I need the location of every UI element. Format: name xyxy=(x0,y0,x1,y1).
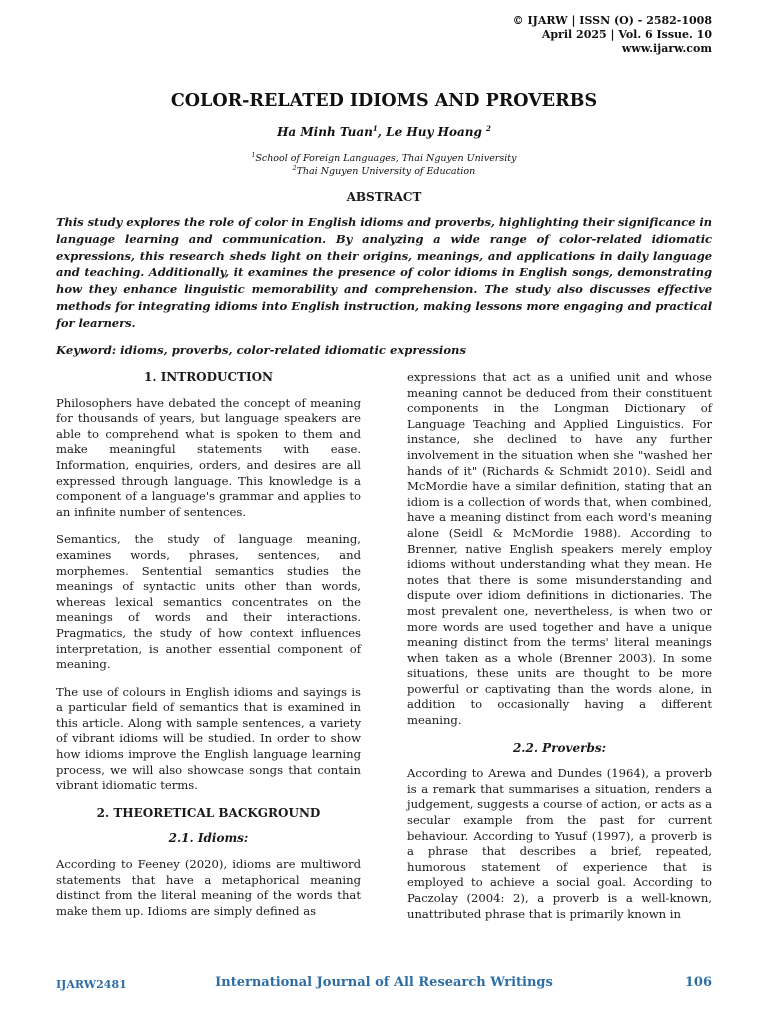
journal-name: International Journal of All Research Writings xyxy=(215,975,553,990)
affil-marker: 1 xyxy=(251,152,256,159)
affiliation-2 xyxy=(0,165,768,177)
affil-text: School of Foreign Languages, Thai Nguyen University xyxy=(255,153,517,165)
journal-header xyxy=(513,14,712,56)
article-code: IJARW2481 xyxy=(56,978,127,991)
author-name: Le Huy Hoang xyxy=(386,125,482,139)
paragraph: The use of colours in English idioms and sayings is a particular field of semantics that is examined in this article. Along with sample sentences, a variety of vibrant idioms will be studied. In order to show how idioms improve the English language learning process, we will also showcase songs that contain vibrant idiomatic terms. xyxy=(56,684,361,793)
section-heading-introduction: 1. INTRODUCTION xyxy=(143,370,274,384)
author-name: Ha Minh Tuan xyxy=(277,125,373,139)
website-link[interactable]: www.ijarw.com xyxy=(621,42,712,55)
left-column xyxy=(56,370,361,931)
paragraph: Philosophers have debated the concept of meaning for thousands of years, but language speakers are able to comprehend what is spoken to them and make meaningful statements with ease. Information, enquiries, orders, and desires are all expressed through language. This knowledge is a component of a language's grammar and applies to an infinite number of sentences. xyxy=(56,395,361,519)
author-line xyxy=(0,124,768,139)
abstract-heading: ABSTRACT xyxy=(346,190,422,204)
page-footer xyxy=(56,975,712,995)
subsection-heading-proverbs: 2.2. Proverbs: xyxy=(512,740,607,755)
paragraph: expressions that act as a unified unit and whose meaning cannot be deduced from their constituent components in the Longman Dictionary of Language Teaching and Applied Linguistics. For instance, she declined to have any further involvement in the situation when she "washed her hands of it" (Richards & Schmidt 2010). Seidl and McMordie have a similar definition, stating that an idiom is a collection of words that, when combined, have a meaning distinct from each word's meaning alone (Seidl & McMordie 1988). According to Brenner, native English speakers merely employ idioms without understanding what they mean. He notes that there is some misunderstanding and dispute over idiom definitions in dictionaries. The most prevalent one, nevertheless, is when two or more words are used together and have a unique meaning distinct from the terms' literal meanings when taken as a whole (Brenner 2003). In some situations, these units are thought to be more powerful or captivating than the words alone, in addition to occasionally having a different meaning. xyxy=(407,370,712,728)
paragraph: According to Feeney (2020), idioms are multiword statements that have a metaphorical meaning distinct from the literal meaning of the words that make them up. Idioms are simply defined as xyxy=(56,857,361,918)
right-column xyxy=(407,370,712,934)
paper-title: COLOR-RELATED IDIOMS AND PROVERBS xyxy=(170,91,598,111)
affiliation-1 xyxy=(0,152,768,164)
author-affil-marker: 1 xyxy=(372,124,378,133)
paragraph: Semantics, the study of language meaning, examines words, phrases, sentences, and morphemes. Sentential semantics studies the meanings of syntactic units other than words, whereas lexical semantics concentrates on the meanings of words and their interactions. Pragmatics, the study of how context influences interpretation, is another essential component of meaning. xyxy=(56,532,361,672)
issue-line: April 2025 | Vol. 6 Issue. 10 xyxy=(541,28,712,41)
section-heading-theoretical-background: 2. THEORETICAL BACKGROUND xyxy=(96,805,321,820)
abstract-text: This study explores the role of color in English idioms and proverbs, highlighting their significance in language learning and communication. By analyzing a wide range of color-related idiomatic expressions, this research sheds light on their origins, meanings, and applications in daily language and teaching. Additionally, it examines the presence of color idioms in English songs, demonstrating how they enhance linguistic memorability and comprehension. The study also discusses effective methods for integrating idioms into English instruction, making lessons more engaging and practical for learners. xyxy=(56,215,712,330)
author-separator: , xyxy=(377,125,387,139)
paragraph: According to Arewa and Dundes (1964), a proverb is a remark that summarises a situation, renders a judgement, suggests a course of action, or acts as a secular example from the past for current behaviour. According to Yusuf (1997), a proverb is a phrase that describes a brief, repeated, humorous statement of experience that is employed to achieve a social goal. According to Paczolay (2004: 2), a proverb is a well-known, unattributed phrase that is primarily known in xyxy=(407,766,712,921)
subsection-heading-idioms: 2.1. Idioms: xyxy=(168,831,249,846)
issn-line: © IJARW | ISSN (O) - 2582-1008 xyxy=(512,14,712,27)
author-affil-marker: 2 xyxy=(486,124,491,133)
page-number: 106 xyxy=(684,975,712,990)
affil-marker: 2 xyxy=(292,165,297,172)
keywords-line: Keyword: idioms, proverbs, color-related idiomatic expressions xyxy=(56,343,467,357)
affil-text: Thai Nguyen University of Education xyxy=(296,166,476,178)
